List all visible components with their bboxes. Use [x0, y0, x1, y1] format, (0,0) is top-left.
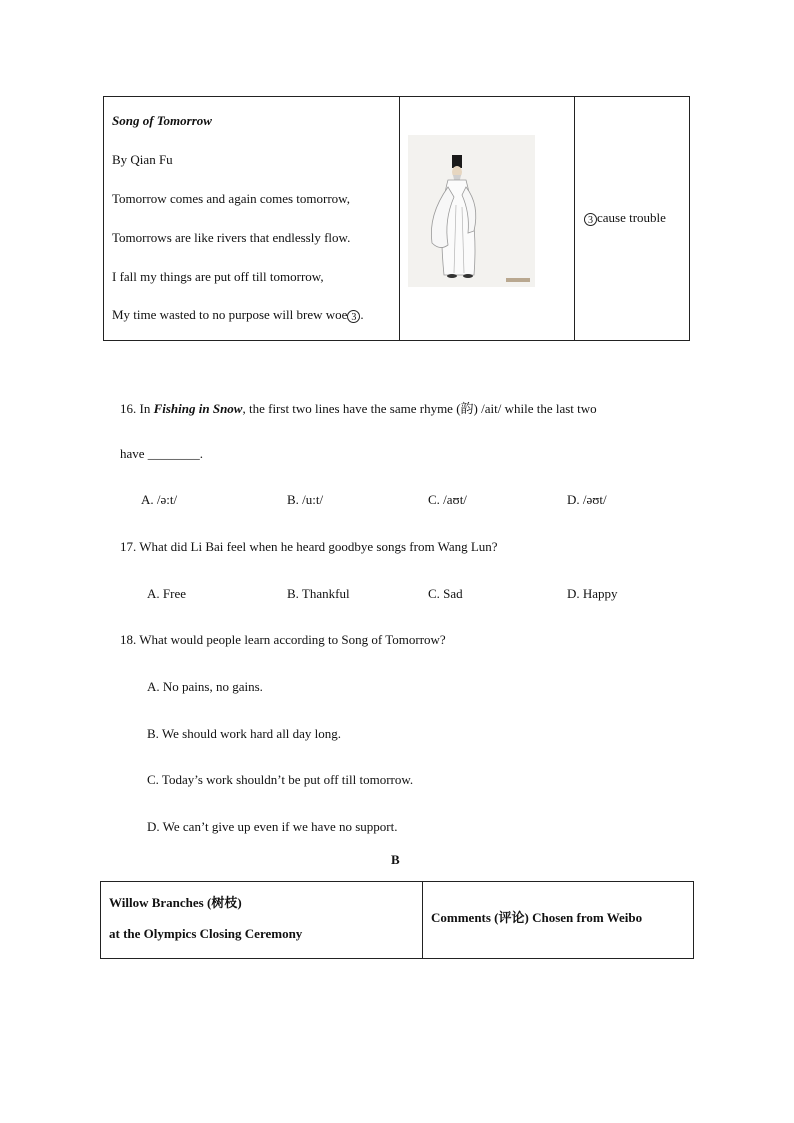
poem-name: Fishing in Snow [153, 401, 243, 416]
option-c[interactable]: C. /aʊt/ [428, 492, 467, 507]
option-c[interactable]: C. Today’s work shouldn’t be put off till tomorrow. [147, 772, 414, 787]
table-heading-right: Comments (评论) Chosen from Weibo [431, 910, 643, 925]
question-16 [120, 398, 597, 417]
question-17: 17. What did Li Bai feel when he heard goodbye songs from Wang Lun? [120, 539, 498, 554]
table-heading-left: Willow Branches (树枝) [109, 895, 242, 910]
poem-table [103, 96, 690, 341]
section-b-table [100, 881, 694, 959]
table-divider [399, 97, 400, 340]
footnote [584, 210, 666, 226]
option-b[interactable]: B. Thankful [287, 586, 350, 601]
footnote-marker: 3 [584, 213, 597, 226]
option-a[interactable]: A. /ə:t/ [141, 492, 178, 507]
question-18: 18. What would people learn according to Song of Tomorrow? [120, 632, 446, 647]
question-number: 16. In [120, 401, 154, 416]
option-a[interactable]: A. Free [147, 586, 186, 601]
question-16-blank: have ________. [120, 446, 204, 461]
poem-line: Tomorrow comes and again comes tomorrow, [112, 191, 350, 206]
footnote-marker: 3 [347, 310, 360, 323]
question-text: , the first two lines have the same rhyme (韵) /ait/ while the last two [242, 401, 597, 416]
option-d[interactable]: D. /əʊt/ [567, 492, 607, 507]
table-heading-left-line2: at the Olympics Closing Ceremony [109, 926, 303, 941]
table-divider [574, 97, 575, 340]
poem-author: By Qian Fu [112, 152, 173, 167]
option-b[interactable]: B. We should work hard all day long. [147, 726, 342, 741]
poet-figure-icon [408, 135, 535, 287]
option-a[interactable]: A. No pains, no gains. [147, 679, 263, 694]
option-d[interactable]: D. We can’t give up even if we have no support. [147, 819, 398, 834]
option-c[interactable]: C. Sad [428, 586, 463, 601]
footnote-text: cause trouble [597, 210, 666, 225]
poem-line [112, 307, 364, 323]
section-label: B [391, 852, 400, 867]
poet-portrait-image [408, 135, 535, 287]
poem-line-text: My time wasted to no purpose will brew woe [112, 307, 348, 322]
option-d[interactable]: D. Happy [567, 586, 618, 601]
table-divider [422, 882, 423, 958]
poem-line: I fall my things are put off till tomorrow, [112, 269, 324, 284]
poem-title: Song of Tomorrow [112, 113, 212, 128]
poem-line: Tomorrows are like rivers that endlessly flow. [112, 230, 351, 245]
option-b[interactable]: B. /u:t/ [287, 492, 324, 507]
poem-line-end: . [360, 307, 364, 322]
